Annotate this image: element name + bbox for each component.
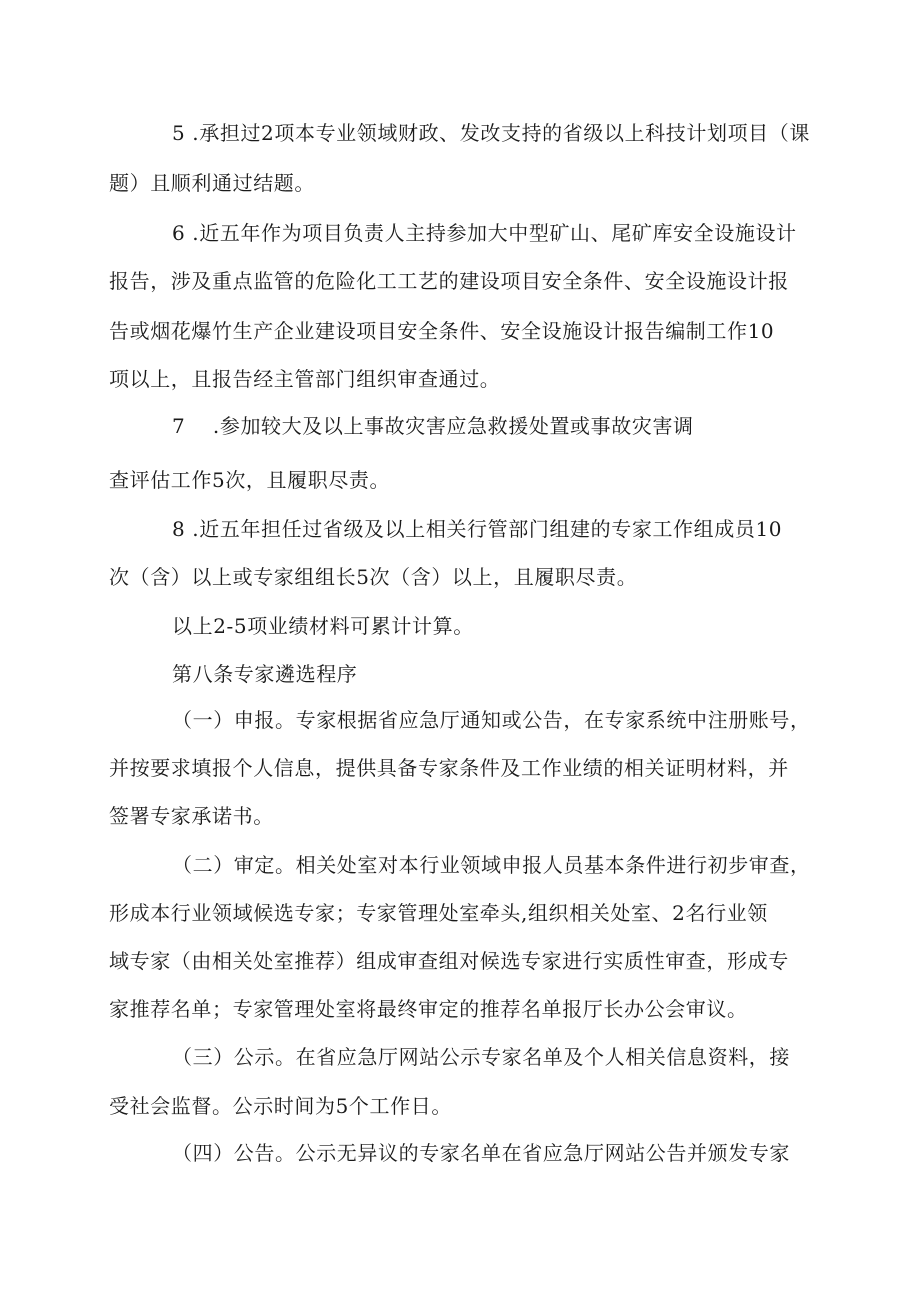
step-1-line-2: 并按要求填报个人信息，提供具备专家条件及工作业绩的相关证明材料，并 [109,756,789,780]
item-8-line-1: 8 .近五年担任过省级及以上相关行管部门组建的专家工作组成员10 [172,517,783,541]
item-5-line-1: 5 .承担过2项本专业领域财政、发改支持的省级以上科技计划项目（课 [172,121,810,145]
step-3-line-2: 受社会监督。公示时间为5个工作日。 [109,1094,452,1118]
item-5-line-2: 题）且顺利通过结题。 [109,171,315,195]
cumulative-note: 以上2-5项业绩材料可累计计算。 [172,614,474,638]
item-6-line-4: 项以上，且报告经主管部门组织审查通过。 [109,367,501,391]
step-2-line-2: 形成本行业领域候选专家；专家管理处室牵头,组织相关处室、2名行业领 [109,901,768,925]
step-2-line-4: 家推荐名单；专家管理处室将最终审定的推荐名单报厅长办公会审议。 [109,997,748,1021]
item-8-line-2: 次（含）以上或专家组组长5次（含）以上，且履职尽责。 [109,565,638,589]
item-6-line-1: 6 .近五年作为项目负责人主持参加大中型矿山、尾矿库安全设施设计 [172,221,797,245]
step-2-line-1: （二）审定。相关处室对本行业领域申报人员基本条件进行初步审查， [172,853,811,877]
step-1-line-1: （一）申报。专家根据省应急厅通知或公告，在专家系统中注册账号， [172,708,811,732]
step-1-line-3: 签署专家承诺书。 [109,804,274,828]
step-4-line-1: （四）公告。公示无异议的专家名单在省应急厅网站公告并颁发专家 [172,1141,790,1165]
step-3-line-1: （三）公示。在省应急厅网站公示专家名单及个人相关信息资料，接 [172,1045,790,1069]
step-2-line-3: 域专家（由相关处室推荐）组成审查组对候选专家进行实质性审查，形成专 [109,949,789,973]
item-7-line-1: 7 .参加较大及以上事故灾害应急救援处置或事故灾害调 [172,414,694,438]
item-6-line-3: 告或烟花爆竹生产企业建设项目安全条件、安全设施设计报告编制工作10 [109,319,775,343]
item-6-line-2: 报告，涉及重点监管的危险化工工艺的建设项目安全条件、安全设施设计报 [109,269,789,293]
item-7-line-2: 查评估工作5次，且履职尽责。 [109,468,391,492]
article-8-heading: 第八条专家遴选程序 [172,662,358,686]
